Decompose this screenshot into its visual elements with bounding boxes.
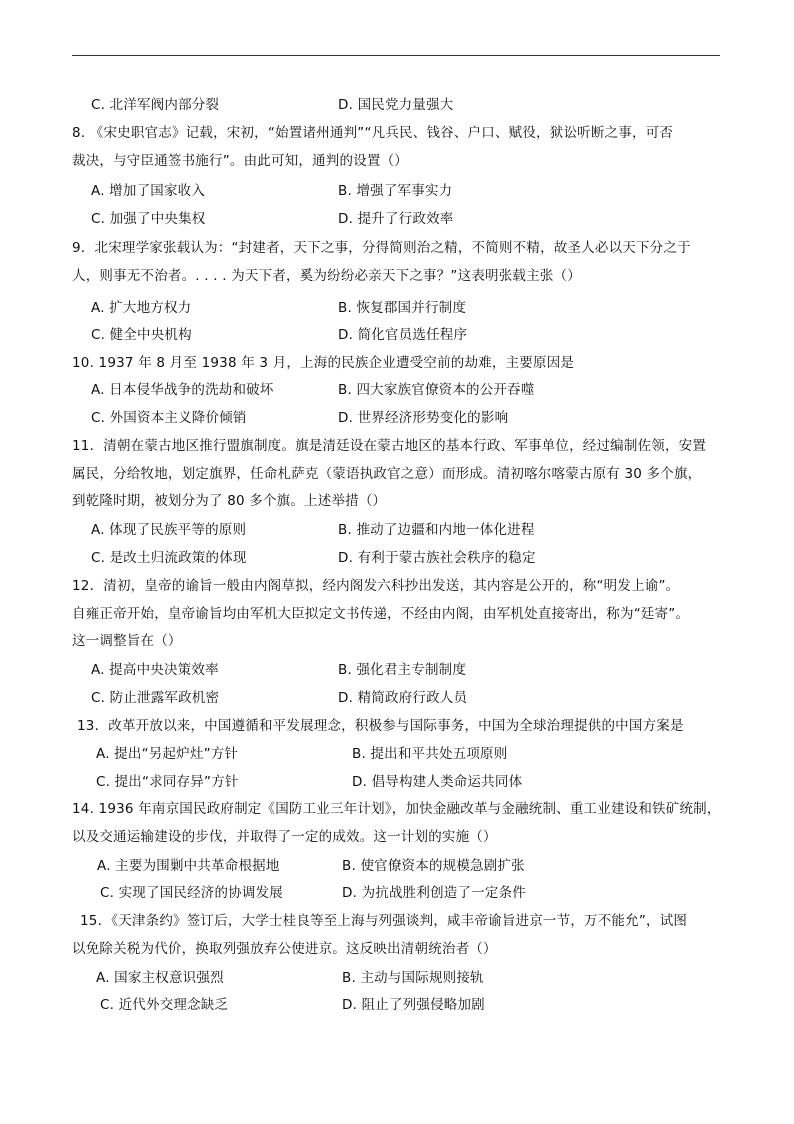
q12-option-a[interactable]: A. 提高中央决策效率 (91, 662, 219, 678)
q12-stem-line2: 自雍正帝开始，皇帝谕旨均由军机大臣拟定文书传递，不经由内阁，由军机处直接寄出，称为“廷寄”。 (72, 606, 690, 622)
q14-option-b[interactable]: B. 使官僚资本的规模急剧扩张 (342, 858, 525, 874)
q11-stem-line2: 属民，分给牧地，划定旗界，任命札萨克（蒙语执政官之意）而形成。清初喀尔喀蒙古原有 30 多个旗， (72, 466, 702, 482)
q11-stem-line1: 11．清朝在蒙古地区推行盟旗制度。旗是清廷设在蒙古地区的基本行政、军事单位，经过编制佐领，安置 (72, 438, 707, 454)
q11-option-b[interactable]: B. 推动了边疆和内地一体化进程 (338, 522, 535, 538)
q9-option-a[interactable]: A. 扩大地方权力 (91, 300, 192, 316)
q12-stem-line1: 12．清初，皇帝的谕旨一般由内阁草拟，经内阁发六科抄出发送，其内容是公开的，称“明发上谕”。 (72, 578, 680, 594)
q8-option-c[interactable]: C. 加强了中央集权 (91, 211, 206, 227)
q15-option-c[interactable]: C. 近代外交理念缺乏 (100, 997, 229, 1013)
q15-stem-line2: 以免除关税为代价，换取列强放弃公使进京。这反映出清朝统治者（） (72, 941, 497, 957)
q13-option-a[interactable]: A. 提出“另起炉灶”方针 (96, 746, 239, 762)
q11-option-c[interactable]: C. 是改土归流政策的体现 (91, 550, 247, 566)
q10-option-b[interactable]: B. 四大家族官僚资本的公开吞噬 (338, 382, 535, 398)
q9-option-c[interactable]: C. 健全中央机构 (91, 327, 192, 343)
q14-stem-line2: 以及交通运输建设的步伐，并取得了一定的成效。这一计划的实施（） (72, 829, 497, 845)
q14-option-c[interactable]: C. 实现了国民经济的协调发展 (100, 885, 284, 901)
q13-option-c[interactable]: C. 提出“求同存异”方针 (96, 774, 239, 790)
q10-option-a[interactable]: A. 日本侵华战争的洗劫和破坏 (91, 382, 274, 398)
q8-option-b[interactable]: B. 增强了军事实力 (338, 183, 453, 199)
q15-stem-line1: 15．《天津条约》签订后，大学士桂良等至上海与列强谈判，咸丰帝谕旨进京一节，万不能允”，试图 (80, 913, 688, 929)
q9-stem-line2: 人，则事无不治者。. . . . 为天下者，奚为纷纷必亲天下之事？”这表明张载主张（） (72, 268, 581, 284)
q11-option-a[interactable]: A. 体现了民族平等的原则 (91, 522, 247, 538)
q13-stem-line1: 13．改革开放以来，中国遵循和平发展理念，积极参与国际事务，中国为全球治理提供的中国方案是 (77, 718, 684, 734)
q15-option-d[interactable]: D. 阻止了列强侵略加剧 (342, 997, 485, 1013)
q8-option-a[interactable]: A. 增加了国家收入 (91, 183, 206, 199)
q12-stem-line3: 这一调整旨在（） (72, 633, 182, 649)
q15-option-b[interactable]: B. 主动与国际规则接轨 (342, 970, 484, 986)
q14-option-a[interactable]: A. 主要为围剿中共革命根据地 (97, 858, 280, 874)
q10-option-c[interactable]: C. 外国资本主义降价倾销 (91, 410, 247, 426)
q7-option-d[interactable]: D. 国民党力量强大 (338, 97, 454, 113)
q10-stem-line1: 10. 1937 年 8 月至 1938 年 3 月，上海的民族企业遭受空前的劫难，主要原因是 (72, 355, 575, 371)
q12-option-c[interactable]: C. 防止泄露军政机密 (91, 690, 220, 706)
q8-option-d[interactable]: D. 提升了行政效率 (338, 211, 454, 227)
q14-stem-line1: 14. 1936 年南京国民政府制定《国防工业三年计划》，加快金融改革与金融统制、重工业建设和铁矿统制， (72, 801, 721, 817)
q15-option-a[interactable]: A. 国家主权意识强烈 (96, 970, 224, 986)
q9-option-b[interactable]: B. 恢复郡国并行制度 (338, 300, 467, 316)
q9-option-d[interactable]: D. 简化官员选任程序 (338, 327, 468, 343)
q8-stem-line1: 8. 《宋史职官志》记载，宋初，“始置诸州通判”“凡兵民、钱谷、户口、赋役，狱讼听断之事，可否 (72, 125, 674, 141)
q10-option-d[interactable]: D. 世界经济形势变化的影响 (338, 410, 509, 426)
q13-option-b[interactable]: B. 提出和平共处五项原则 (352, 746, 508, 762)
q11-stem-line3: 到乾隆时期，被划分为了 80 多个旗。上述举措（） (72, 493, 387, 509)
q11-option-d[interactable]: D. 有利于蒙古族社会秩序的稳定 (338, 550, 536, 566)
q7-option-c[interactable]: C. 北洋军阀内部分裂 (91, 97, 220, 113)
q9-stem-line1: 9．北宋理学家张载认为：“封建者，天下之事，分得简则治之精，不简则不精，故圣人必以天下分之于 (72, 240, 691, 256)
q14-option-d[interactable]: D. 为抗战胜利创造了一定条件 (342, 885, 526, 901)
header-rule (72, 55, 720, 56)
q12-option-b[interactable]: B. 强化君主专制制度 (338, 662, 467, 678)
q13-option-d[interactable]: D. 倡导构建人类命运共同体 (352, 774, 523, 790)
q12-option-d[interactable]: D. 精简政府行政人员 (338, 690, 468, 706)
q8-stem-line2: 裁决，与守臣通签书施行”。由此可知，通判的设置（） (72, 153, 408, 169)
